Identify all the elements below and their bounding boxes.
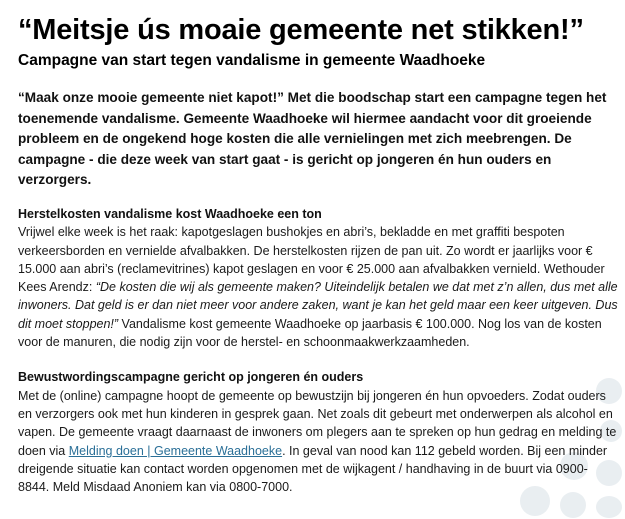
body-text: Vrijwel elke week is het raak: kapotgeslagen bushokjes en abri’s, bekladde en met graffiti bespoten verkeersborden en vernielde afvalbakken. De herstelkosten rijzen de pan uit. Zo wordt er jaarlijks voor € 15.000 aan abri’s (reclamevitrines) kapot geslagen en voor € 25.000 aan afvalbakken vernield. Wethouder Kees Arendz: bbox=[18, 225, 605, 295]
section-heading: Herstelkosten vandalisme kost Waadhoeke een ton bbox=[18, 206, 322, 221]
headline: “Meitsje ús moaie gemeente net stikken!” bbox=[18, 14, 584, 46]
section-repair-costs bbox=[18, 205, 618, 351]
intro-paragraph: “Maak onze mooie gemeente niet kapot!” Met die boodschap start een campagne tegen het toenemende vandalisme. Gemeente Waadhoeke wil hiermee aandacht voor dit groeiende probleem en de ongekend hoge kosten die alle vernielingen met zich meebrengen. De campagne - die deze week van start gaat - is gericht op jongeren én hun ouders en verzorgers. bbox=[18, 90, 607, 188]
body-text: Vandalisme kost gemeente Waadhoeke op jaarbasis € 100.000. Nog los van de kosten voor de manuren, die nodig zijn voor de herstel- en schoonmaakwerkzaamheden. bbox=[18, 316, 602, 350]
body-text: Met de (online) campagne hoopt de gemeente op bewustzijn bij jongeren én hun opvoeders. Zodat ouders en verzorgers ook met hun kinderen in gesprek gaan. Net zoals dit gebeurt met onderwerpen als alcohol en vapen. De gemeente vraagt daarnaast de inwoners om plegers aan te spreken op hun gedrag en melding te doen via bbox=[18, 388, 617, 458]
section-campaign bbox=[18, 368, 618, 496]
section-body bbox=[18, 387, 618, 497]
body-text: . In geval van nood kan 112 gebeld worden. Bij een minder dreigende situatie kan contact worden opgenomen met de wijkagent / handhaving in de buurt via 0900-8844. Meld Misdaad Anoniem kan via 0800-7000. bbox=[18, 443, 608, 495]
section-heading: Bewustwordingscampagne gericht op jongeren én ouders bbox=[18, 370, 364, 385]
alderman-quote: “De kosten die wij als gemeente maken? Uiteindelijk betalen we dat met z’n allen, dus met alle inwoners. Dat geld is er dan niet meer voor andere zaken, want je kan het geld maar een keer uitgeven. Dus dit moet stoppen!” bbox=[18, 280, 618, 331]
article bbox=[18, 12, 618, 496]
subheadline: Campagne van start tegen vandalisme in gemeente Waadhoeke bbox=[18, 52, 486, 69]
decorative-dot bbox=[596, 496, 622, 518]
section-body bbox=[18, 223, 618, 351]
report-link[interactable]: Melding doen | Gemeente Waadhoeke bbox=[68, 443, 283, 458]
